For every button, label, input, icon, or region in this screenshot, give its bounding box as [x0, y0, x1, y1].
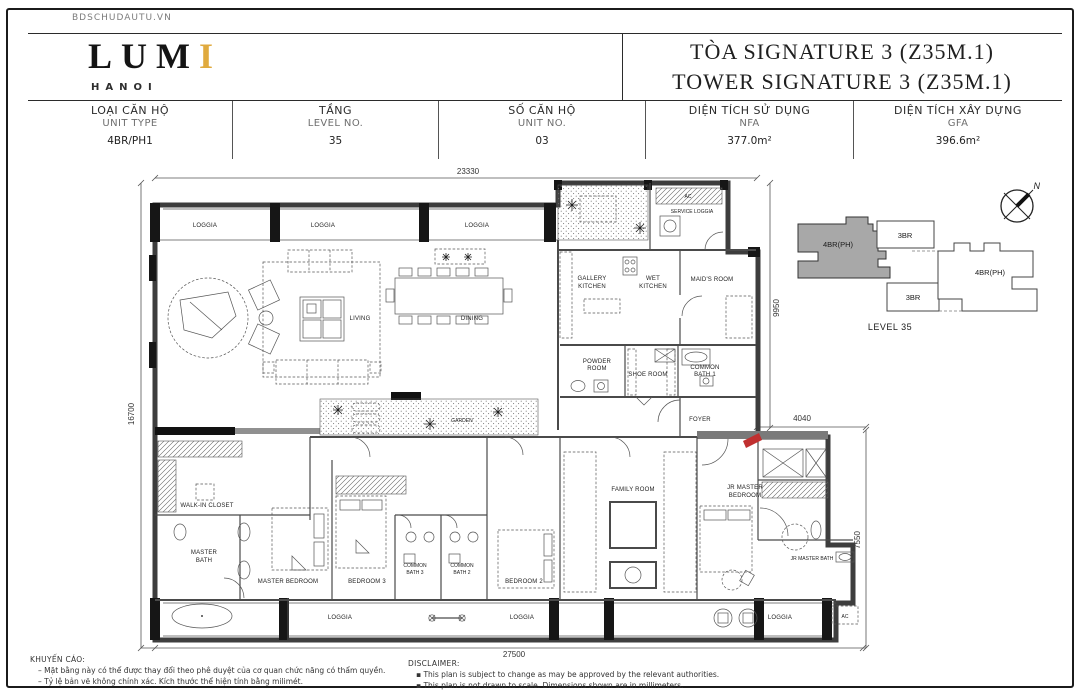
compass-north-label: N [1033, 181, 1041, 191]
dim-left: 16700 [127, 402, 136, 426]
col-label-vi: LOẠI CĂN HỘ [90, 104, 170, 117]
room-label: MAID'S ROOM [690, 277, 734, 283]
room-label: FAMILY ROOM [611, 487, 655, 493]
room-label: KITCHEN [639, 284, 667, 290]
room-label: JR MASTER BATH [790, 556, 834, 562]
room-label: MASTER [190, 550, 218, 556]
room-label: LOGGIA [767, 615, 793, 621]
room-label: KITCHEN [578, 284, 606, 290]
lumi-logo [88, 38, 222, 93]
col-label-en: LEVEL NO. [307, 118, 364, 129]
project-title [622, 33, 1062, 100]
room-label: LOGGIA [310, 223, 336, 229]
room-label: SERVICE LOGGIA [670, 209, 714, 215]
room-label: AC [684, 194, 692, 200]
col-label-vi: TẦNG [319, 104, 352, 117]
room-label: BATH 2 [453, 570, 471, 576]
col-value: 396.6m² [935, 135, 981, 147]
unit-info-table [28, 101, 1062, 159]
room-label: BATH 3 [406, 570, 424, 576]
room-label: COMMON [690, 365, 720, 371]
disclaimer-vi [30, 654, 390, 687]
room-label: SHOE ROOM [628, 372, 668, 378]
disclaimer-en-item: ▪ This plan is subject to change as may be approved by the relevant authorities. [416, 670, 720, 679]
room-label: AC [841, 614, 849, 620]
disclaimer-vi-item: – Mặt bằng này có thể được thay đổi theo phê duyệt của cơ quan chức năng có thẩm quyền. [38, 666, 386, 675]
room-label: BEDROOM [728, 493, 762, 499]
room-label: GALLERY [577, 276, 607, 282]
keyplan-unit-label: 3BR [905, 293, 921, 302]
col-label-en: UNIT TYPE [102, 118, 158, 129]
room-label: POWDER [582, 359, 612, 365]
room-label: FOYER [689, 417, 711, 423]
room-label: WALK-IN CLOSET [180, 503, 234, 509]
disclaimer-en [408, 658, 828, 691]
room-label: LOGGIA [192, 223, 218, 229]
col-label-vi: DIỆN TÍCH XÂY DỰNG [894, 104, 1022, 117]
disclaimer-en-heading: DISCLAIMER: [408, 659, 460, 668]
room-label: WET [646, 276, 660, 282]
col-nfa [645, 101, 853, 159]
keyplan-unit-label: 3BR [897, 231, 913, 240]
col-label-vi: SỐ CĂN HỘ [508, 104, 576, 117]
col-unit-no [438, 101, 645, 159]
col-unit-type [28, 101, 232, 159]
dim-right-mid: 4040 [793, 414, 811, 423]
room-label: LOGGIA [464, 223, 490, 229]
col-label-en: GFA [947, 118, 969, 129]
dim-right-upper: 9950 [772, 299, 781, 317]
title-en: TOWER SIGNATURE 3 (Z35M.1) [672, 68, 1012, 94]
keyplan-unit-label: 4BR(PH) [974, 268, 1006, 277]
disclaimer-vi-heading: KHUYẾN CÁO: [30, 655, 86, 664]
room-label: BEDROOM 3 [348, 579, 386, 585]
col-label-vi: DIỆN TÍCH SỬ DỤNG [688, 104, 811, 117]
col-gfa [853, 101, 1062, 159]
room-label: BATH 1 [694, 372, 716, 378]
brand-wordmark [88, 38, 222, 74]
room-label: MASTER BEDROOM [257, 579, 319, 585]
col-label-en: NFA [739, 118, 760, 129]
key-plan [790, 172, 1080, 340]
room-label: BEDROOM 2 [505, 579, 543, 585]
col-value: 35 [328, 135, 343, 147]
room-label: JR MASTER [727, 485, 763, 491]
dim-right-lower: 7550 [853, 531, 862, 549]
keyplan-unit-4brph-right [938, 243, 1037, 311]
compass-icon [1001, 181, 1041, 222]
brand-accent-letter: I [199, 36, 223, 76]
keyplan-unit-label: 4BR(PH) [822, 240, 854, 249]
dim-bottom: 27500 [502, 650, 526, 659]
dining-chairs [386, 268, 512, 324]
disclaimer-en-item: ▪ This plan is not drawn to scale. Dimensions shown are in millimeters. [416, 681, 684, 690]
col-value: 377.0m² [727, 135, 772, 147]
dim-top: 23330 [456, 167, 480, 176]
keyplan-level-label: LEVEL 35 [867, 322, 913, 332]
col-value: 03 [535, 135, 549, 147]
room-label: LOGGIA [327, 615, 353, 621]
floor-plan-drawing [120, 160, 890, 660]
room-label: ROOM [587, 366, 607, 372]
col-value: 4BR/PH1 [107, 135, 153, 147]
col-level-no [232, 101, 438, 159]
room-label: COMMON [403, 563, 427, 569]
room-label: LOGGIA [509, 615, 535, 621]
room-label: BATH [195, 558, 213, 564]
room-label: COMMON [450, 563, 474, 569]
watermark: BDSCHUDAUTU.VN [72, 13, 172, 23]
key-plan-units [798, 217, 1037, 311]
brand-main: LUM [88, 36, 199, 76]
col-label-en: UNIT NO. [517, 118, 567, 129]
disclaimer-vi-item: – Tỷ lệ bản vẽ không chính xác. Kích thước thể hiện tính bằng milimét. [38, 677, 303, 686]
room-label: GARDEN [451, 418, 473, 424]
room-label: DINING [460, 316, 484, 322]
room-label: LIVING [349, 316, 371, 322]
title-vi: TÒA SIGNATURE 3 (Z35M.1) [690, 38, 994, 64]
brand-city: HANOI [91, 82, 158, 93]
